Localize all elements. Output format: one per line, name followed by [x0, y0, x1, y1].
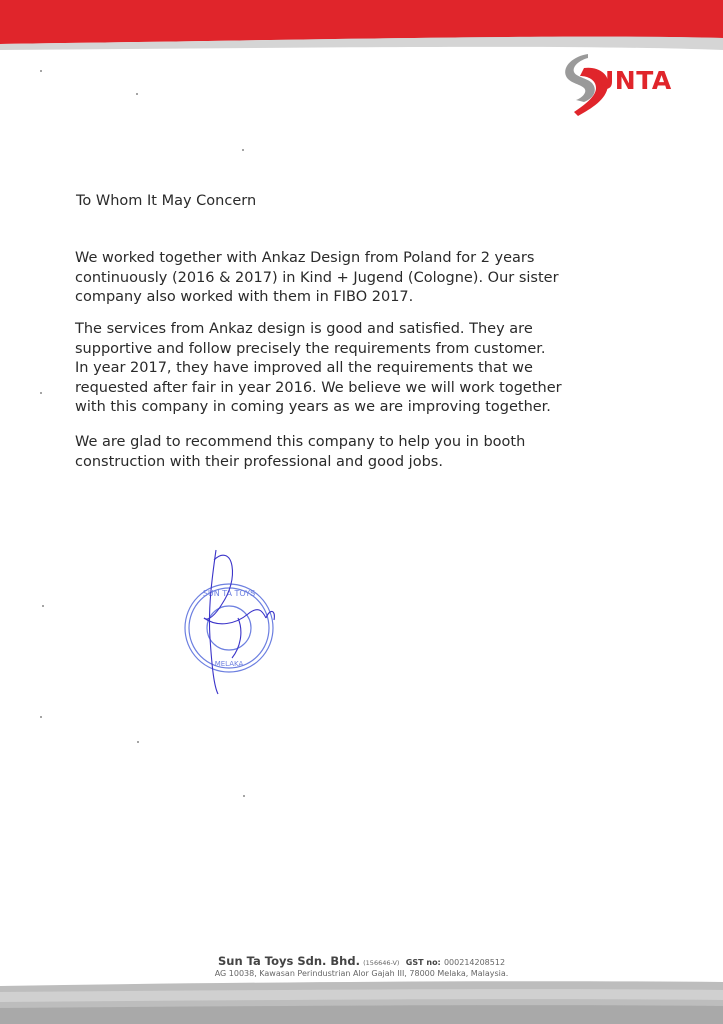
scan-speck: [136, 93, 138, 95]
company-stamp: [185, 584, 273, 672]
scan-speck: [40, 716, 42, 718]
scan-speck: [40, 392, 42, 394]
footer-band: [0, 964, 723, 1024]
paragraph-line: construction with their professional and good jobs.: [75, 453, 443, 470]
svg-text:SUN TA TOYS: SUN TA TOYS: [202, 589, 256, 598]
paragraph-line: continuously (2016 & 2017) in Kind + Jugend (Cologne). Our sister: [75, 269, 559, 286]
paragraph-line: with this company in coming years as we are improving together.: [75, 399, 551, 415]
paragraph-line: In year 2017, they have improved all the requirements that we: [75, 360, 533, 376]
company-stamp-and-signature: [178, 548, 288, 698]
paragraph-1: [75, 249, 575, 308]
scan-speck: [40, 70, 42, 72]
signature: [204, 550, 274, 694]
footer-gst-label: GST no:: [405, 958, 441, 967]
scan-speck: [243, 795, 245, 797]
paragraph-line: We worked together with Ankaz Design from Poland for 2 years: [75, 250, 535, 266]
paragraph-2: [75, 320, 575, 418]
paragraph-line: company also worked with them in FIBO 2017.: [75, 289, 414, 305]
paragraph-line: supportive and follow precisely the requirements from customer.: [75, 340, 546, 357]
footer-reg-no: (156646-V): [363, 959, 400, 967]
footer-address: AG 10038, Kawasan Perindustrian Alor Gajah III, 78000 Melaka, Malaysia.: [214, 969, 509, 978]
paragraph-3: [75, 433, 575, 472]
paragraph-line: requested after fair in year 2016. We believe we will work together: [75, 379, 562, 396]
footer-gst-no: 000214208512: [443, 958, 506, 967]
scan-speck: [42, 605, 44, 607]
scan-speck: [242, 149, 244, 151]
salutation: To Whom It May Concern: [76, 193, 257, 209]
paragraph-line: We are glad to recommend this company to help you in booth: [75, 434, 526, 450]
svg-text:MELAKA: MELAKA: [214, 660, 244, 668]
footer-company-name: Sun Ta Toys Sdn. Bhd.: [217, 954, 360, 968]
scan-speck: [137, 741, 139, 743]
logo-wordmark: UNTA: [594, 66, 672, 95]
paragraph-line: The services from Ankaz design is good and satisfied. They are: [75, 321, 533, 337]
